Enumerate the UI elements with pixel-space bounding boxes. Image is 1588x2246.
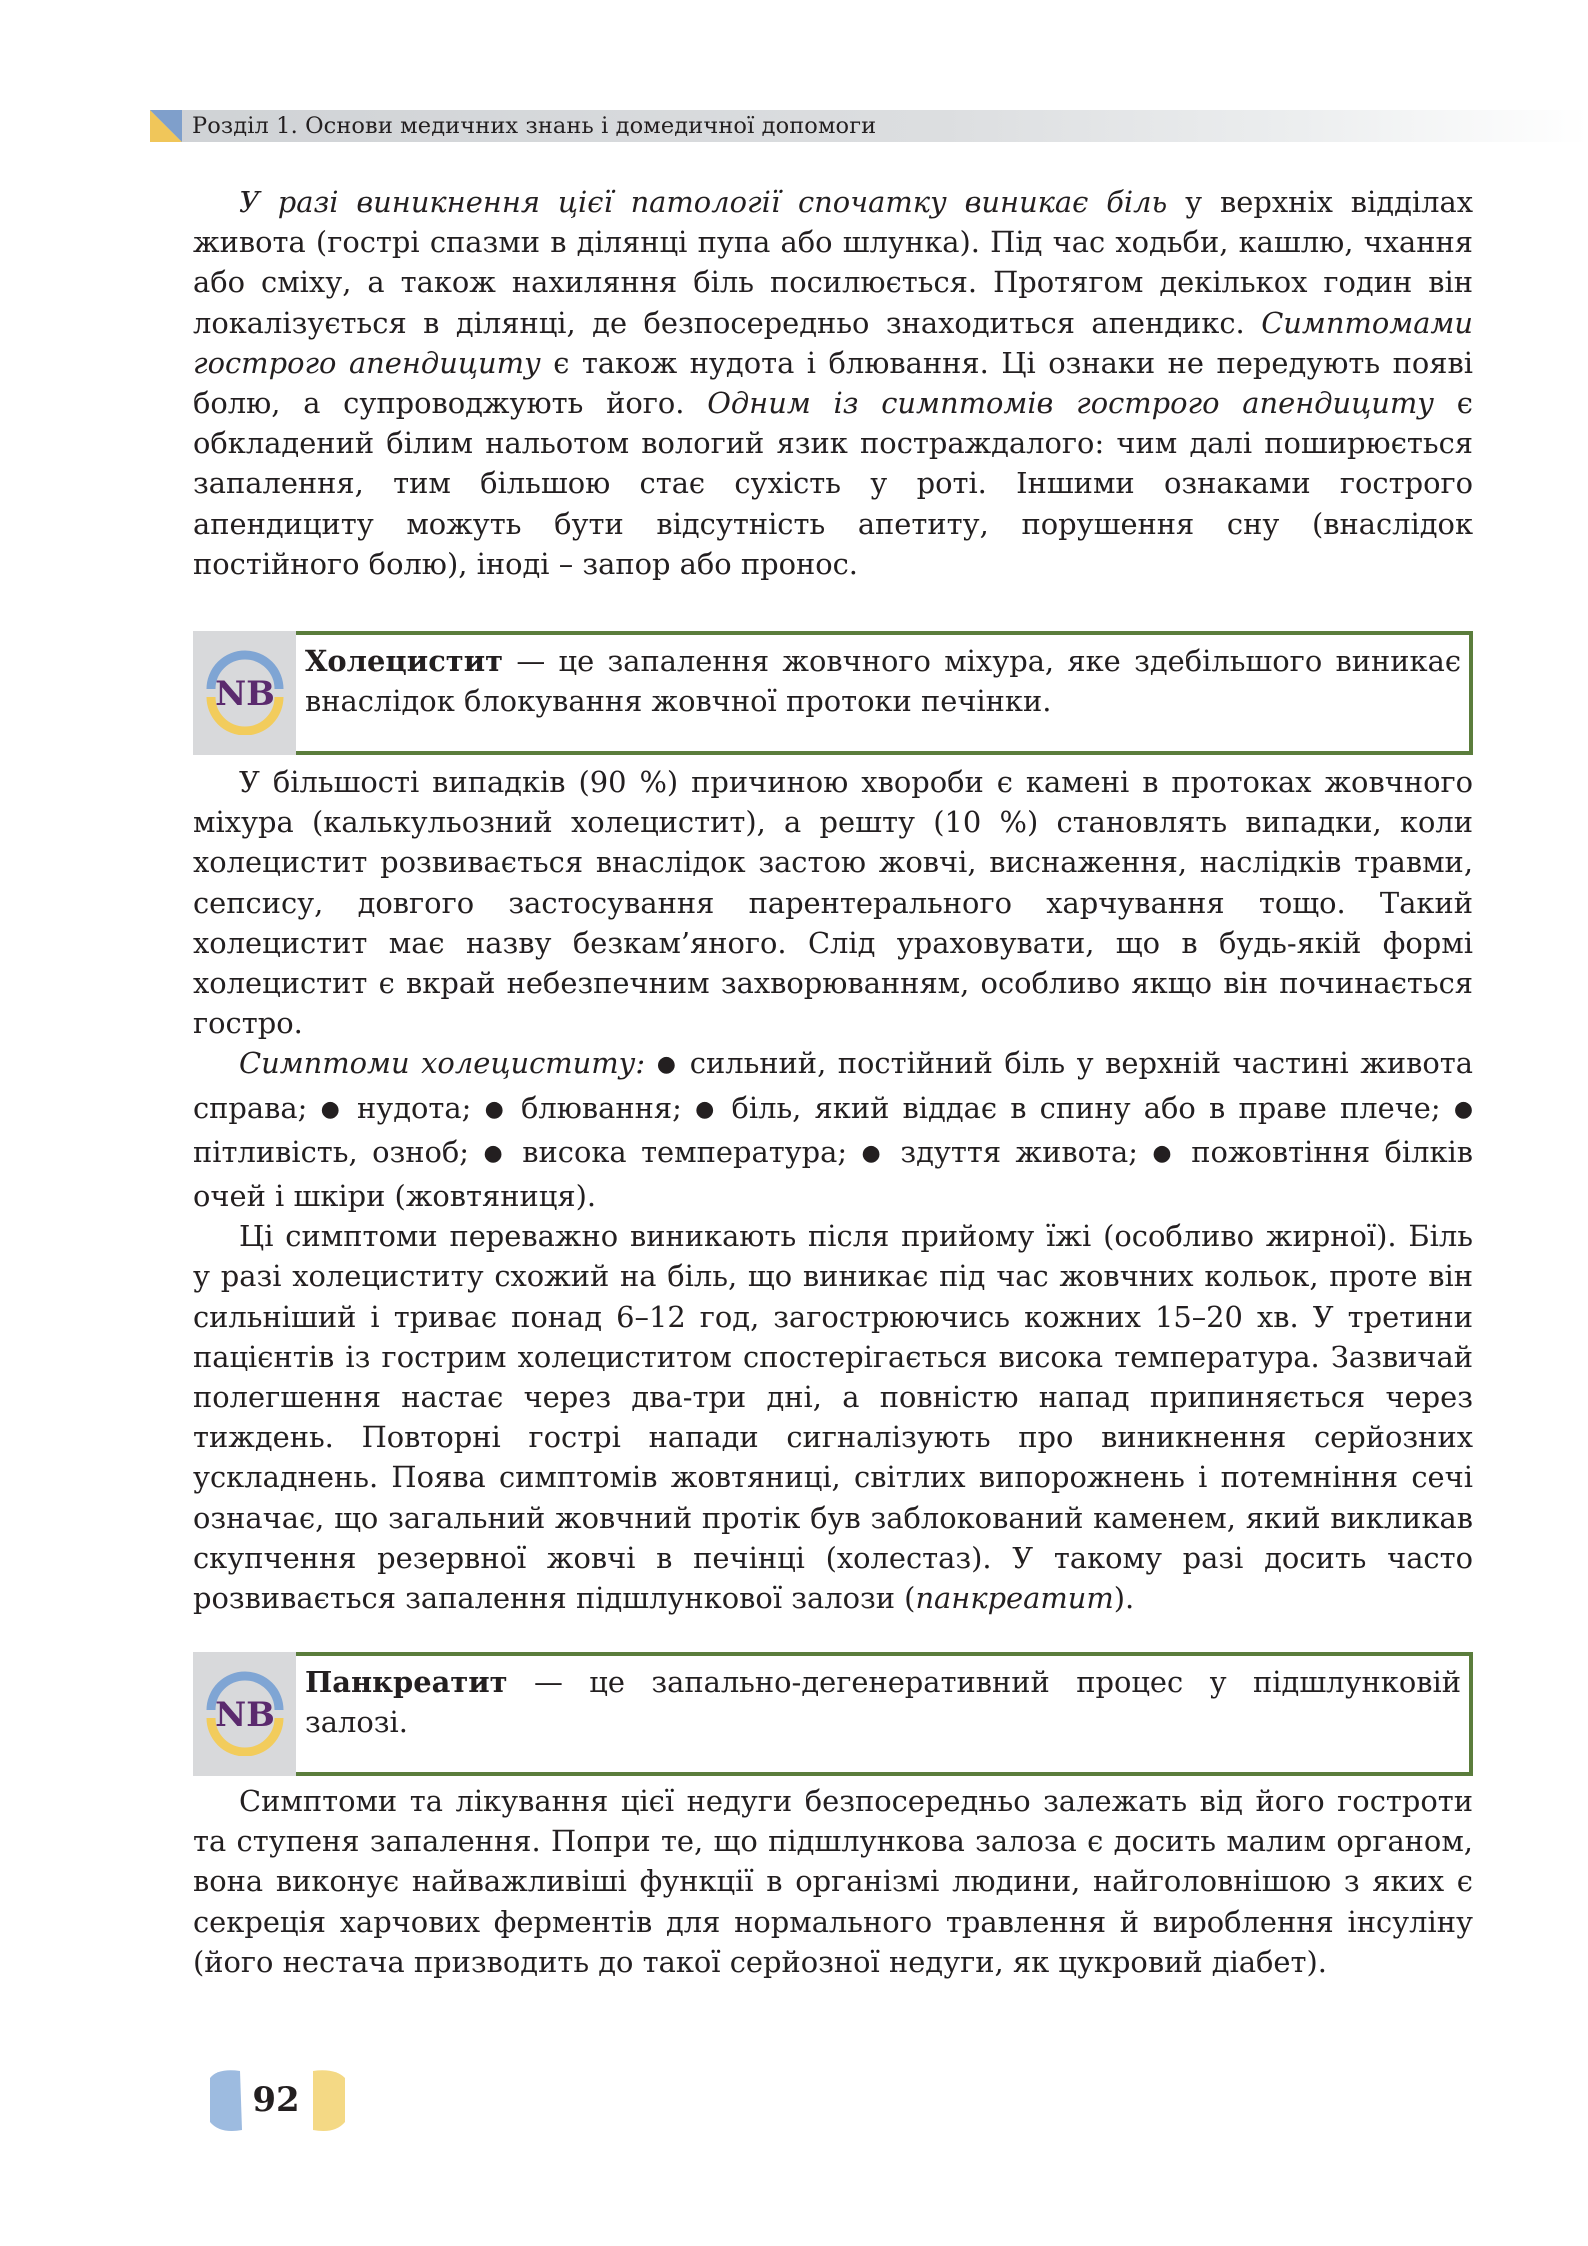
italic-term: панкреатит [915,1581,1114,1616]
bullet-icon: ● [484,1096,508,1122]
symptom-item: пітливість, озноб; [193,1134,470,1169]
nb-term: Панкреатит [305,1665,508,1699]
italic-lead: У разі виникнення цієї патології спочатку виникає біль [239,185,1168,219]
symptom-item: біль, який віддає в спину або в праве плече; [731,1090,1441,1125]
paragraph-text: є обкладений білим нальотом вологий язик постраждалого: чим далі поширюється запалення, тим більшою стає сухість у роті. Іншими ознаками гострого апендициту можуть бути відсутність апетиту, порушення сну (внаслідок постійного болю), іноді – запор або пронос. [193,386,1473,581]
symptom-item: нудота; [357,1090,472,1125]
bullet-icon: ● [1453,1096,1474,1122]
symptoms-lead: Симптоми холециститу: [239,1046,646,1081]
header-corner-triangle-icon [150,110,182,142]
italic-term: Симптомами гострого апендициту [193,305,1473,380]
symptom-item: здуття живота; [900,1134,1138,1169]
pancreatitis-text: Симптоми та лікування цієї недуги безпосередньо залежать від його гостроти та ступеня запалення. Попри те, що підшлункова залоза є досить малим органом, вона виконує найважливіші функції в організмі людини, найголовнішою з яких є секреція харчових ферментів для нормального травлення й вироблення інсуліну (його нестача призводить до такої серйозної недуги, як цукровий діабет). [193,1784,1473,1979]
nb-definition: — це запалення жовчного міхура, яке здебільшого виникає внаслідок блокування жовчної протоки печінки. [305,644,1461,719]
nb-badge-label: NB [215,674,275,714]
paragraph-text: у верхніх відділах живота (гострі спазми в ділянці пупа або шлунка). Під час ходьби, кашлю, чхання або сміху, а також нахиляння біль посилюється. Протягом декількох годин він локалізується в ділянці, де безпосередньо знаходиться апендикс. [193,185,1473,340]
cholecystitis-causes-paragraph: У більшості випадків (90 %) причиною хвороби є камені в протоках жовчного міхура (калькульозний холецистит), а решту (10 %) становлять випадки, коли холецистит розвивається внаслідок застою жовчі, виснаження, наслідків травми, сепсису, довгого застосування парентерального харчування тощо. Такий холецистит має назву безкам’яного. Слід ураховувати, що в будь-якій формі холецистит є вкрай небезпечним захворюванням, особливо якщо він починається гостро. [193,765,1473,1041]
italic-term: Одним із симптомів гострого апендициту [707,386,1435,421]
bullet-icon: ● [656,1052,679,1078]
symptom-item: блювання; [521,1090,682,1125]
symptom-item: висока температура; [522,1134,848,1169]
nb-definition: — це запально-дегенеративний процес у підшлунковій залозі. [305,1665,1461,1740]
chapter-title: Розділ 1. Основи медичних знань і домедичної допомоги [192,113,877,139]
appendicitis-paragraph [193,182,1473,584]
paragraph-text: Ці симптоми переважно виникають після прийому їжі (особливо жирної). Біль у разі холециститу схожий на біль, що виникає під час жовчних кольок, проте він сильніший і триває понад 6–12 год, загострюючись кожних 15–20 хв. У третини пацієнтів із гострим холециститом спостерігається висока температура. Зазвичай полегшення настає через два-три дні, а повністю напад припиняється через тиждень. Повторні гострі напади сигналізують про виникнення серйозних ускладнень. Поява симптомів жовтяниці, світлих випорожнень і потемніння сечі означає, що загальний жовчний протік був заблокований каменем, який викликав скупчення резервної жовчі в печінці (холестаз). У такому разі досить часто розвивається запалення підшлункової залози ( [193,1219,1473,1616]
nb-badge-icon [205,1670,285,1756]
bullet-icon: ● [320,1096,344,1122]
nb-definition-text [305,641,1461,721]
bullet-icon: ● [483,1140,508,1166]
symptom-item: сильний, постійний біль у верхній частині живота справа; [193,1046,1474,1125]
nb-definition-box-pancreatitis [193,1652,1473,1776]
nb-definition-text [305,1662,1461,1742]
bullet-icon: ● [861,1140,886,1166]
paragraph-text: є також нудота і блювання. Ці ознаки не передують появі болю, а супроводжують його. [193,345,1473,421]
nb-definition-box-cholecystitis [193,631,1473,755]
cholecystitis-paragraphs [193,762,1473,1618]
symptoms-list [193,1043,1473,1216]
bullet-icon: ● [1152,1140,1177,1166]
bullet-icon: ● [695,1096,719,1122]
page-number: 92 [252,2080,300,2120]
nb-badge-icon [205,649,285,735]
nb-term: Холецистит [305,644,504,678]
symptom-item: пожовтіння білків очей і шкіри (жовтяниця). [193,1134,1474,1214]
cholecystitis-course-paragraph [193,1216,1473,1618]
paragraph-text: ). [1113,1581,1135,1616]
pancreatitis-paragraph [193,1781,1473,1982]
nb-badge-label: NB [215,1695,275,1735]
